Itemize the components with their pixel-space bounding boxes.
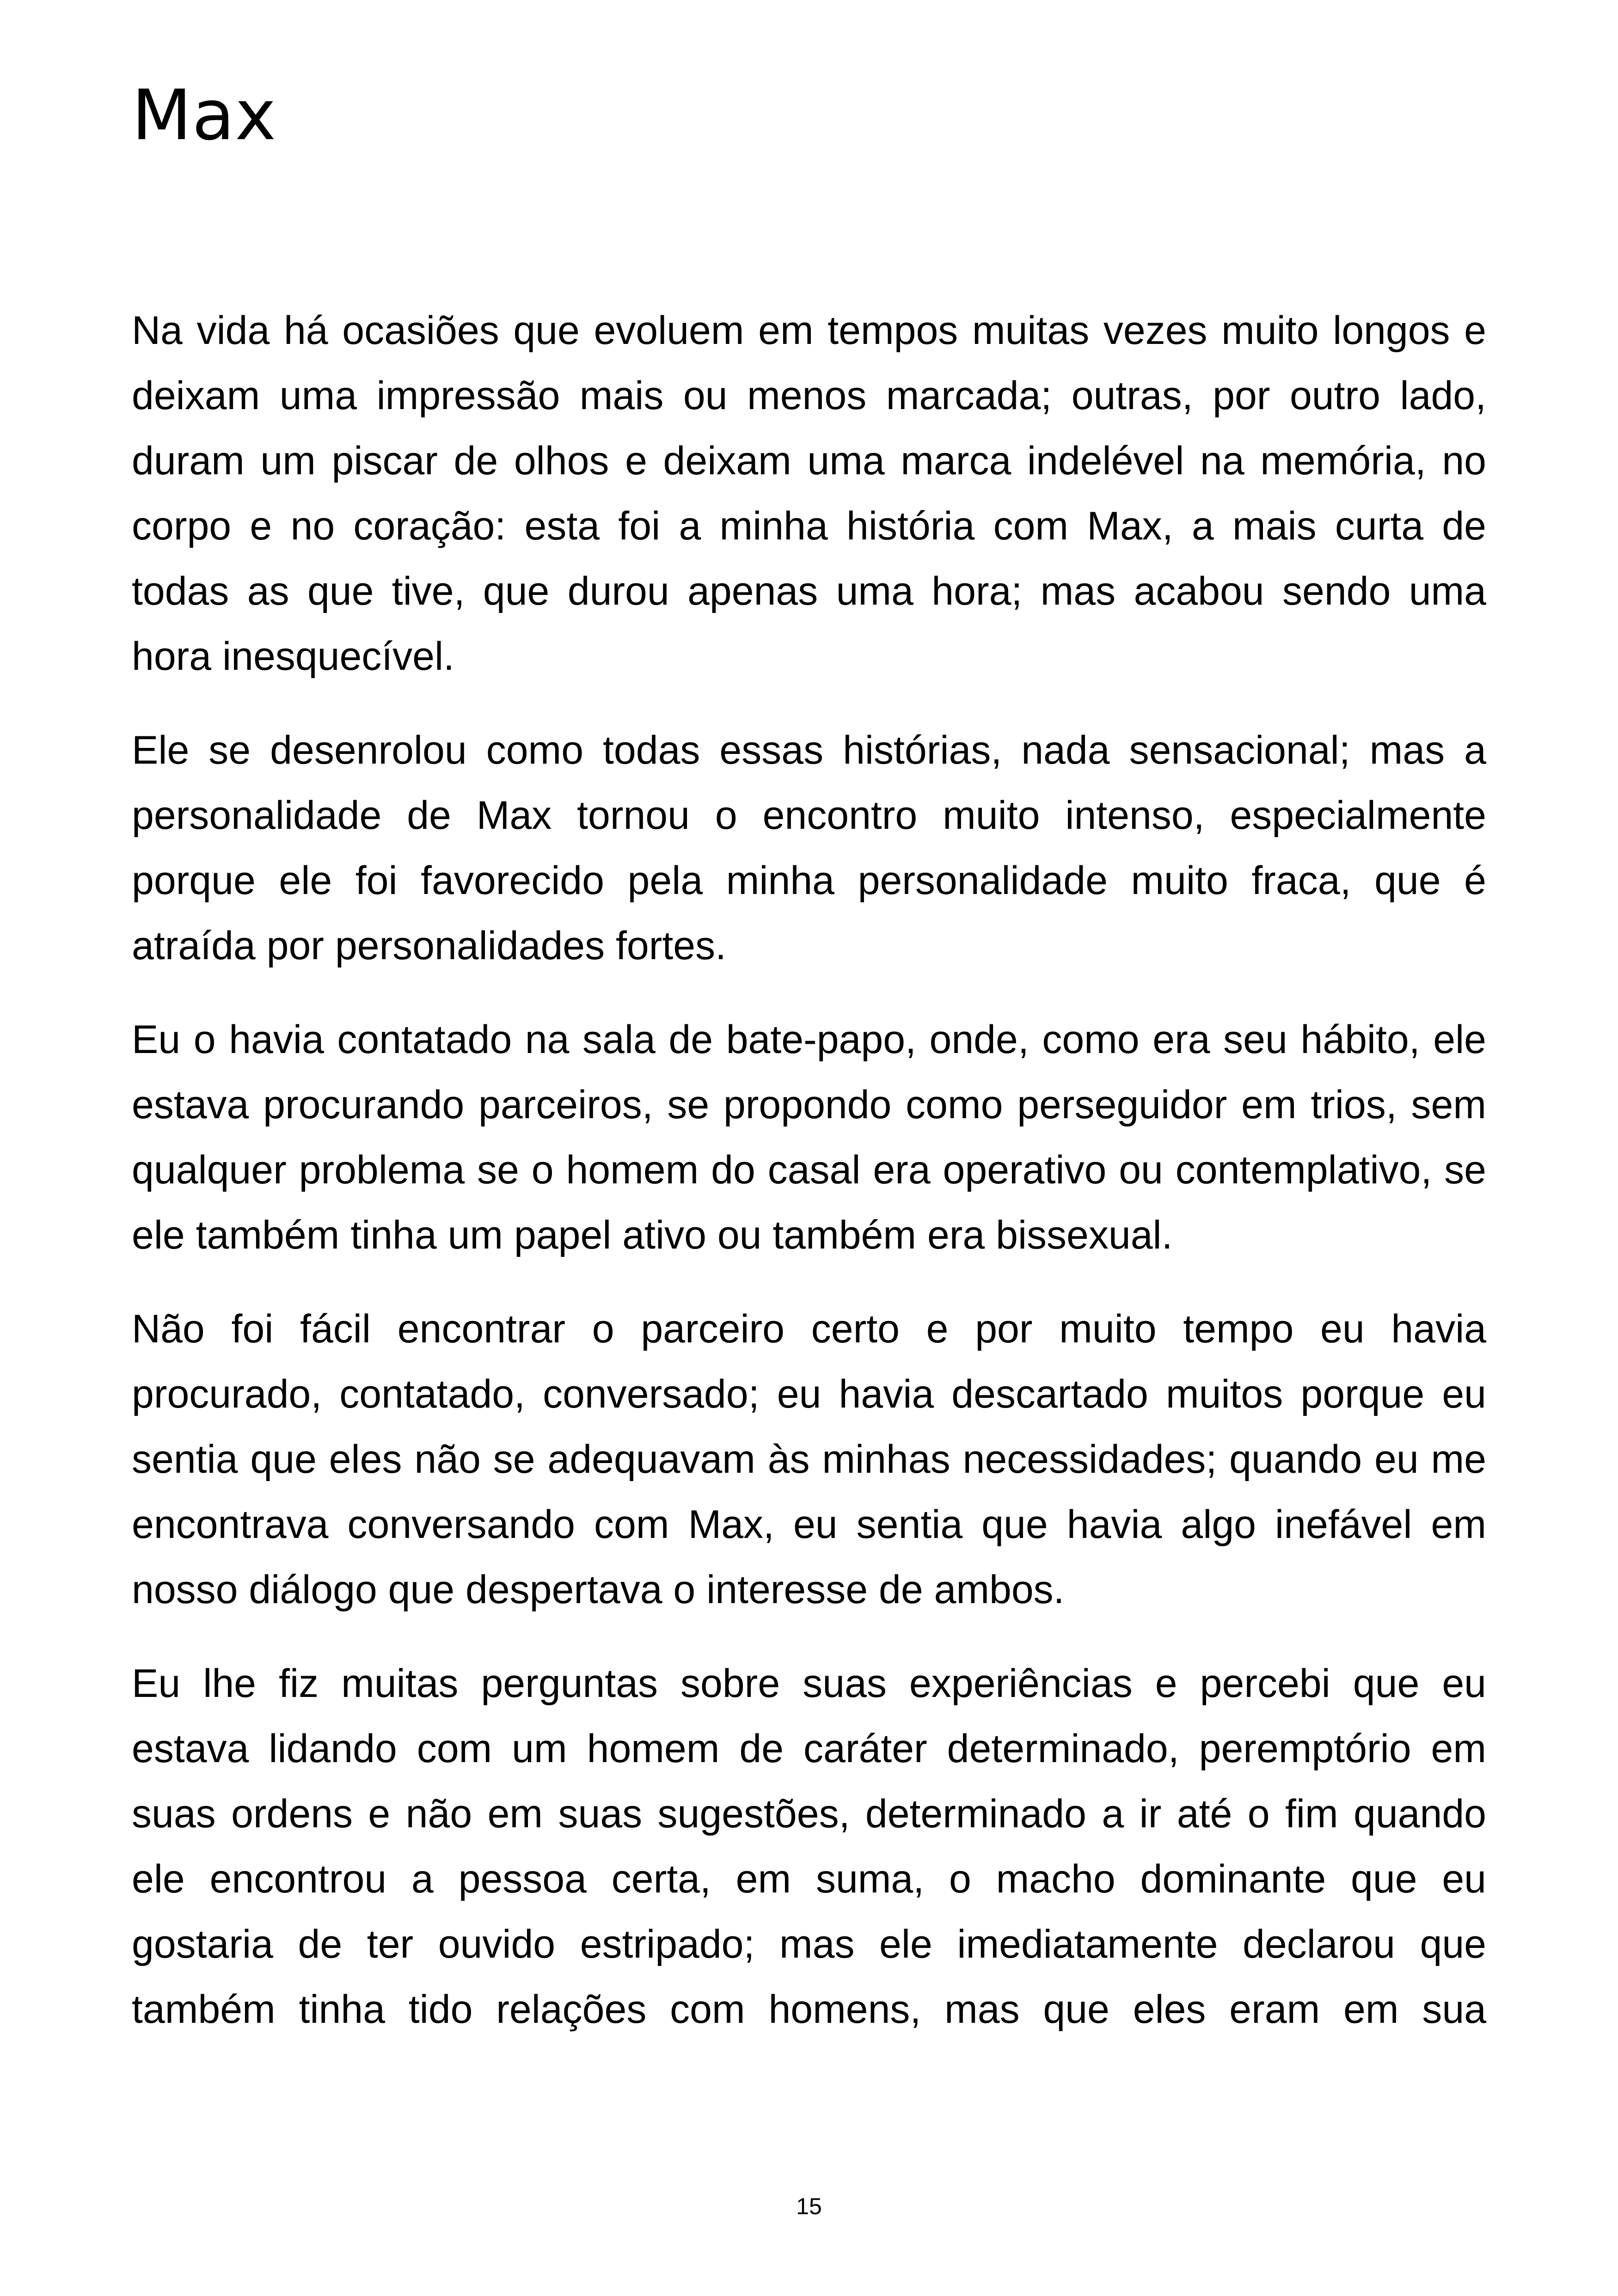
chapter-title: Max xyxy=(132,75,277,156)
paragraph: Ele se desenrolou como todas essas histórias, nada sensacional; mas a personalidade de Max tornou o encontro muito intenso, especialmente porque ele foi favorecido pela minha personalidade muito fraca, que é atraída por personalidades fortes. xyxy=(132,728,1486,968)
paragraph: Na vida há ocasiões que evoluem em tempos muitas vezes muito longos e deixam uma impressão mais ou menos marcada; outras, por outro lado, duram um piscar de olhos e deixam uma marca indelével na memória, no corpo e no coração: esta foi a minha história com Max, a mais curta de todas as que tive, que durou apenas uma hora; mas acabou sendo uma hora inesquecível. xyxy=(132,308,1486,679)
page-number: 15 xyxy=(796,2193,822,2219)
paragraph: Eu lhe fiz muitas perguntas sobre suas experiências e percebi que eu estava lidando com um homem de caráter determinado, peremptório em suas ordens e não em suas sugestões, determinado a ir até o fim quando ele encontrou a pessoa certa, em suma, o macho dominante que eu gostaria de ter ouvido estripado; mas ele imediatamente declarou que também tinha tido relações com homens, mas que eles eram em sua xyxy=(132,1661,1486,2032)
paragraph: Eu o havia contatado na sala de bate-papo, onde, como era seu hábito, ele estava procurando parceiros, se propondo como perseguidor em trios, sem qualquer problema se o homem do casal era operativo ou contemplativo, se ele também tinha um papel ativo ou também era bissexual. xyxy=(132,1017,1486,1257)
chapter-body xyxy=(132,298,1486,2071)
paragraph: Não foi fácil encontrar o parceiro certo e por muito tempo eu havia procurado, contatado, conversado; eu havia descartado muitos porque eu sentia que eles não se adequavam às minhas necessidades; quando eu me encontrava conversando com Max, eu sentia que havia algo inefável em nosso diálogo que despertava o interesse de ambos. xyxy=(132,1307,1486,1612)
